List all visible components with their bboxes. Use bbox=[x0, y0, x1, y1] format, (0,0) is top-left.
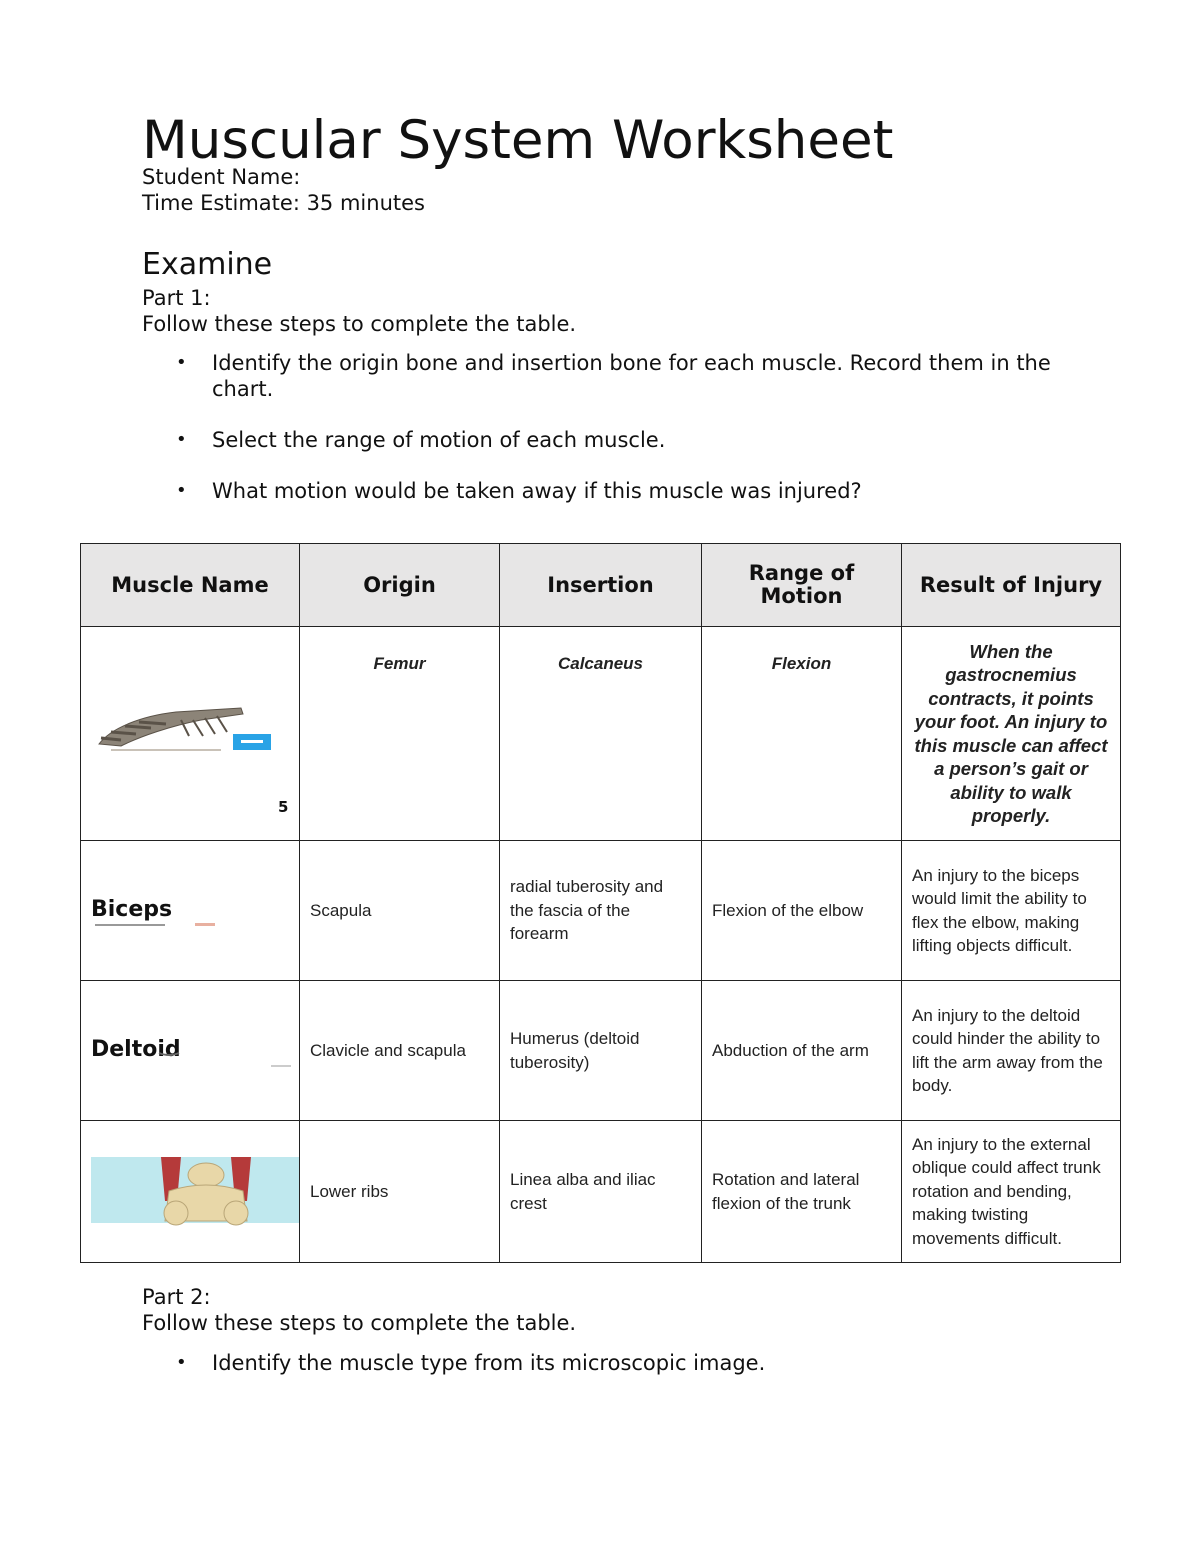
part2-label: Part 2 bbox=[142, 1285, 204, 1309]
origin-cell: Clavicle and scapula bbox=[300, 981, 500, 1121]
insertion-cell: Humerus (deltoid tuberosity) bbox=[500, 981, 702, 1121]
header-muscle-name: Muscle Name bbox=[81, 544, 300, 627]
step-text: Identify the origin bone and insertion bone for each muscle. Record them in the chart. bbox=[212, 351, 1051, 401]
student-name-label: Student Name: bbox=[142, 165, 301, 189]
muscle-table bbox=[80, 543, 1121, 1263]
injury-cell: An injury to the external oblique could affect trunk rotation and bending, making twisting movements difficult. bbox=[902, 1121, 1121, 1263]
deltoid-thumbnail-image bbox=[81, 1049, 291, 1079]
thumbnail-mark bbox=[195, 923, 215, 926]
bullet-icon: • bbox=[176, 1352, 187, 1373]
list-item bbox=[172, 1350, 1052, 1376]
part2-heading bbox=[142, 1284, 211, 1310]
image-badge-number: 5 bbox=[278, 797, 289, 816]
muscle-image-cell bbox=[81, 627, 300, 841]
table-header-row bbox=[81, 544, 1121, 627]
list-item bbox=[172, 350, 1052, 402]
table-row bbox=[81, 1121, 1121, 1263]
range-cell: Rotation and lateral flexion of the trunk bbox=[702, 1121, 902, 1263]
origin-cell: Scapula bbox=[300, 841, 500, 981]
pelvis-image bbox=[81, 1121, 299, 1262]
part1-colon: : bbox=[203, 286, 211, 310]
part2-colon: : bbox=[203, 1285, 211, 1309]
insertion-cell: Calcaneus bbox=[500, 627, 702, 841]
part1-steps bbox=[172, 350, 1052, 529]
range-cell: Abduction of the arm bbox=[702, 981, 902, 1121]
range-cell: Flexion of the elbow bbox=[702, 841, 902, 981]
muscle-name-biceps: Biceps bbox=[91, 897, 173, 923]
table-row bbox=[81, 627, 1121, 841]
part2-intro: Follow these steps to complete the table. bbox=[142, 1311, 577, 1335]
range-cell: Flexion bbox=[702, 627, 902, 841]
bullet-icon: • bbox=[176, 352, 187, 373]
header-range-of-motion: Range of Motion bbox=[702, 544, 902, 627]
insertion-cell: Linea alba and iliac crest bbox=[500, 1121, 702, 1263]
foot-bones-icon bbox=[99, 708, 243, 746]
thumbnail-curve bbox=[159, 1053, 179, 1055]
thumbnail-mark bbox=[271, 1065, 291, 1067]
thumbnail-line bbox=[95, 924, 165, 926]
time-estimate: Time Estimate: 35 minutes bbox=[142, 191, 425, 215]
table-row bbox=[81, 841, 1121, 981]
part2-steps bbox=[172, 1350, 1052, 1401]
part1-label: Part 1 bbox=[142, 286, 204, 310]
origin-cell: Femur bbox=[300, 627, 500, 841]
header-insertion: Insertion bbox=[500, 544, 702, 627]
insertion-cell: radial tuberosity and the fascia of the forearm bbox=[500, 841, 702, 981]
table-row bbox=[81, 981, 1121, 1121]
header-result-of-injury: Result of Injury bbox=[902, 544, 1121, 627]
step-text: Identify the muscle type from its microscopic image. bbox=[212, 1351, 766, 1375]
image-badge-mark bbox=[241, 740, 263, 743]
step-text: What motion would be taken away if this muscle was injured? bbox=[212, 479, 862, 503]
section-heading: Examine bbox=[142, 247, 273, 282]
muscle-name-deltoid: Deltoid bbox=[91, 1037, 181, 1063]
header-origin: Origin bbox=[300, 544, 500, 627]
part1-heading bbox=[142, 285, 211, 311]
list-item bbox=[172, 427, 1052, 453]
step-text: Select the range of motion of each muscle. bbox=[212, 428, 666, 452]
part1-intro: Follow these steps to complete the table. bbox=[142, 312, 577, 336]
bullet-icon: • bbox=[176, 429, 187, 450]
muscle-name-cell bbox=[81, 981, 300, 1121]
origin-cell: Lower ribs bbox=[300, 1121, 500, 1263]
injury-cell: When the gastrocnemius contracts, it points your foot. An injury to this muscle can affect a person’s gait or ability to walk properly. bbox=[902, 627, 1121, 841]
injury-cell: An injury to the deltoid could hinder the ability to lift the arm away from the body. bbox=[902, 981, 1121, 1121]
list-item bbox=[172, 478, 1052, 504]
bullet-icon: • bbox=[176, 480, 187, 501]
foot-skeleton-image bbox=[81, 640, 299, 828]
injury-cell: An injury to the biceps would limit the ability to flex the elbow, making lifting objects difficult. bbox=[902, 841, 1121, 981]
page-title: Muscular System Worksheet bbox=[142, 110, 894, 171]
biceps-thumbnail-image bbox=[95, 921, 235, 929]
muscle-name-cell bbox=[81, 841, 300, 981]
muscle-image-cell bbox=[81, 1121, 300, 1263]
